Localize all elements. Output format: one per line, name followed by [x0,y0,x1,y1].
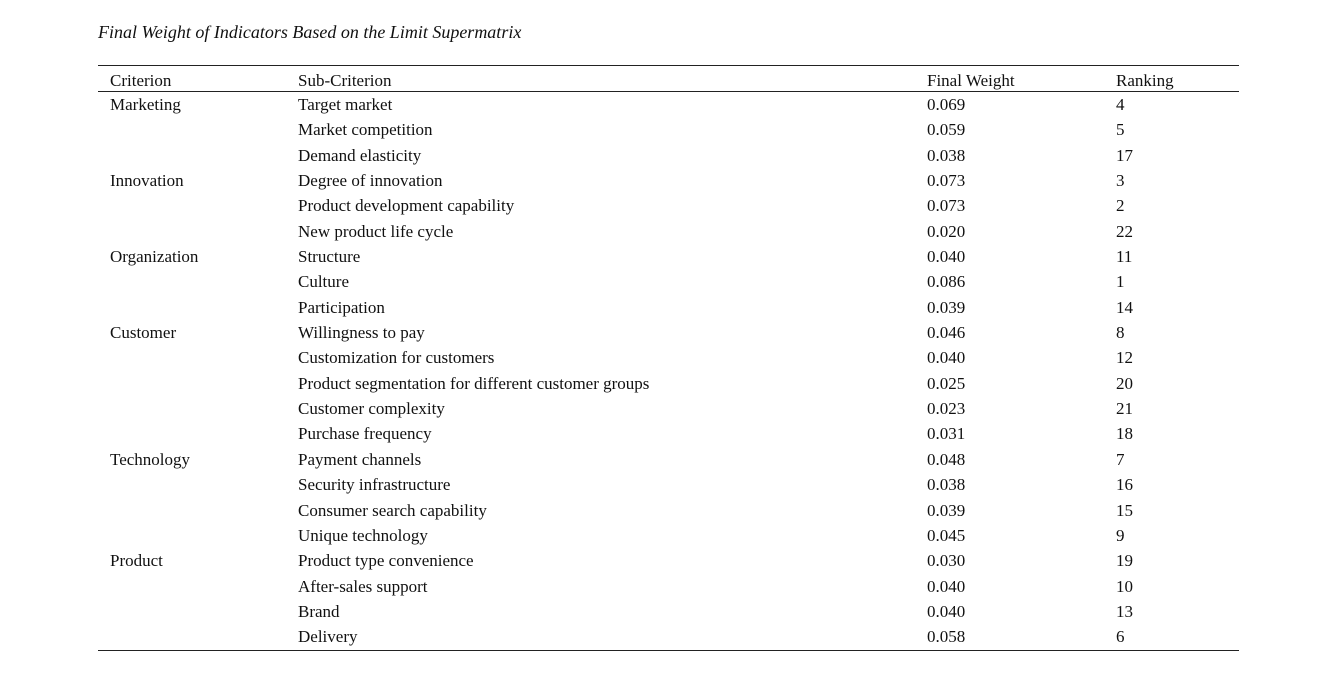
cell-final-weight: 0.069 [927,95,966,114]
table-row [98,472,1239,497]
cell-sub-criterion: Structure [298,247,361,267]
cell-sub-criterion: Participation [298,297,385,317]
table-row [98,193,1239,218]
cell-ranking: 11 [1116,247,1133,267]
table-row [98,574,1239,599]
cell-ranking: 20 [1116,373,1133,393]
table-row [98,219,1239,244]
cell-sub-criterion: Delivery [298,627,358,647]
cell-ranking: 7 [1116,449,1125,469]
cell-sub-criterion: New product life cycle [298,221,454,241]
cell-sub-criterion: Willingness to pay [298,323,425,343]
cell-ranking: 10 [1116,576,1133,596]
table-row [98,168,1239,193]
cell-ranking: 6 [1116,627,1125,647]
cell-sub-criterion: Consumer search capability [298,500,487,520]
cell-ranking: 8 [1116,323,1125,343]
cell-final-weight: 0.073 [927,171,966,191]
cell-ranking: 5 [1116,120,1125,140]
cell-ranking: 21 [1116,399,1133,419]
table-row [98,295,1239,320]
cell-sub-criterion: Product development capability [298,196,515,216]
cell-sub-criterion: Purchase frequency [298,424,432,444]
cell-ranking: 19 [1116,551,1133,571]
cell-final-weight: 0.045 [927,525,966,545]
cell-criterion: Organization [110,247,199,267]
cell-final-weight: 0.039 [927,297,966,317]
cell-sub-criterion: Brand [298,601,340,621]
cell-ranking: 12 [1116,348,1133,368]
cell-final-weight: 0.040 [927,601,966,621]
header-ranking: Ranking [1116,71,1174,90]
cell-sub-criterion: After-sales support [298,576,428,596]
cell-sub-criterion: Customer complexity [298,399,445,419]
table-header [98,66,1239,92]
table-row [98,624,1239,649]
cell-ranking: 18 [1116,424,1133,444]
cell-final-weight: 0.086 [927,272,966,292]
cell-final-weight: 0.059 [927,120,966,140]
cell-criterion: Product [110,551,163,571]
cell-ranking: 14 [1116,297,1133,317]
cell-sub-criterion: Customization for customers [298,348,495,368]
cell-sub-criterion: Degree of innovation [298,171,443,191]
cell-final-weight: 0.040 [927,247,966,267]
table-row [98,447,1239,472]
cell-ranking: 1 [1116,272,1125,292]
cell-ranking: 3 [1116,171,1125,191]
cell-final-weight: 0.020 [927,221,966,241]
table-row [98,498,1239,523]
cell-final-weight: 0.039 [927,500,966,520]
cell-final-weight: 0.048 [927,449,966,469]
table-row [98,523,1239,548]
table-row [98,244,1239,269]
header-criterion: Criterion [110,71,172,90]
table-row [98,396,1239,421]
cell-sub-criterion: Product type convenience [298,551,474,571]
table-row [98,92,1239,117]
cell-sub-criterion: Target market [298,95,393,114]
table-row [98,345,1239,370]
cell-ranking: 2 [1116,196,1125,216]
cell-ranking: 15 [1116,500,1133,520]
cell-sub-criterion: Product segmentation for different customer groups [298,373,650,393]
cell-criterion: Innovation [110,171,184,191]
cell-final-weight: 0.031 [927,424,966,444]
cell-criterion: Marketing [110,95,181,114]
table-caption: Final Weight of Indicators Based on the Limit Supermatrix [98,22,522,42]
cell-final-weight: 0.038 [927,145,966,165]
cell-final-weight: 0.040 [927,576,966,596]
header-final-weight: Final Weight [927,71,1015,90]
cell-sub-criterion: Security infrastructure [298,475,451,495]
cell-sub-criterion: Demand elasticity [298,145,422,165]
cell-ranking: 17 [1116,145,1133,165]
table-row [98,269,1239,294]
cell-final-weight: 0.058 [927,627,966,647]
cell-ranking: 16 [1116,475,1133,495]
header-sub-criterion: Sub-Criterion [298,71,392,90]
cell-final-weight: 0.025 [927,373,966,393]
table-row [98,421,1239,446]
cell-ranking: 13 [1116,601,1133,621]
cell-ranking: 9 [1116,525,1125,545]
cell-sub-criterion: Culture [298,272,349,292]
cell-final-weight: 0.023 [927,399,966,419]
cell-final-weight: 0.046 [927,323,966,343]
cell-final-weight: 0.030 [927,551,966,571]
table-row [98,143,1239,168]
table-row [98,117,1239,142]
cell-sub-criterion: Unique technology [298,525,428,545]
table-row [98,371,1239,396]
table-row [98,548,1239,573]
cell-final-weight: 0.038 [927,475,966,495]
cell-criterion: Customer [110,323,177,343]
table-row [98,320,1239,345]
weights-table [98,65,1239,651]
cell-criterion: Technology [110,449,191,469]
cell-sub-criterion: Market competition [298,120,433,140]
cell-final-weight: 0.073 [927,196,966,216]
cell-sub-criterion: Payment channels [298,449,422,469]
table-body [98,92,1239,650]
cell-final-weight: 0.040 [927,348,966,368]
cell-ranking: 22 [1116,221,1133,241]
cell-ranking: 4 [1116,95,1125,114]
table-row [98,599,1239,624]
